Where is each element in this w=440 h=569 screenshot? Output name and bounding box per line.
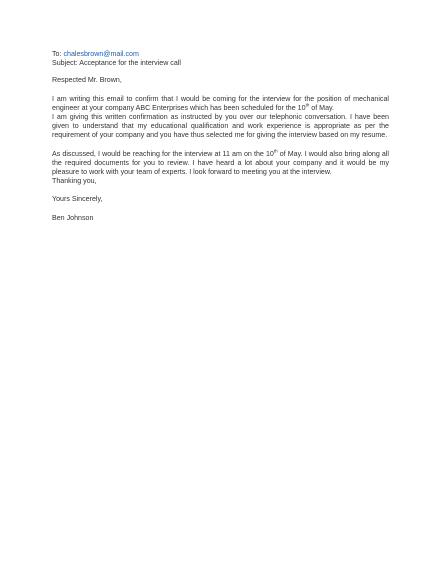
- paragraph-3-ordinal: th: [273, 148, 278, 154]
- paragraph-1-text-b: of May.: [309, 103, 335, 112]
- paragraph-1-text-a: I am writing this email to confirm that I would be coming for the interview for the position of mechanical engineer at your company ABC Enterprises which has been scheduled for the 10: [52, 94, 389, 112]
- salutation: Respected Mr. Brown,: [52, 76, 122, 85]
- recipient-email-link[interactable]: chalesbrown@mail.com: [63, 50, 139, 58]
- paragraph-3-text-a: As discussed, I would be reaching for the interview at 11 am on the 10: [52, 149, 274, 158]
- to-line: [52, 50, 389, 59]
- thanks-line: Thanking you,: [52, 177, 97, 186]
- paragraph-1-ordinal: th: [305, 102, 310, 108]
- paragraph-2: I am giving this written confirmation as instructed by you over our telephonic conversation. I have been given to understand that my educational qualification and work experience is appropriate as per the requirement of your company and you have thus selected me for giving the interview based on my resume.: [52, 113, 389, 140]
- signature-name: Ben Johnson: [52, 213, 94, 222]
- paragraph-3: [52, 150, 389, 178]
- paragraph-1: [52, 95, 389, 113]
- subject-line: Subject: Acceptance for the interview call: [52, 59, 181, 68]
- paragraph-3-text-b: of May. I would also bring along all the required documents for you to review. I have heard a lot about your company and it would be my pleasure to work with your team of experts. I look forward to meeting you at the interview.: [52, 149, 389, 177]
- closing-line: Yours Sincerely,: [52, 195, 103, 204]
- to-label: To:: [52, 50, 62, 58]
- letter-body: [52, 50, 389, 223]
